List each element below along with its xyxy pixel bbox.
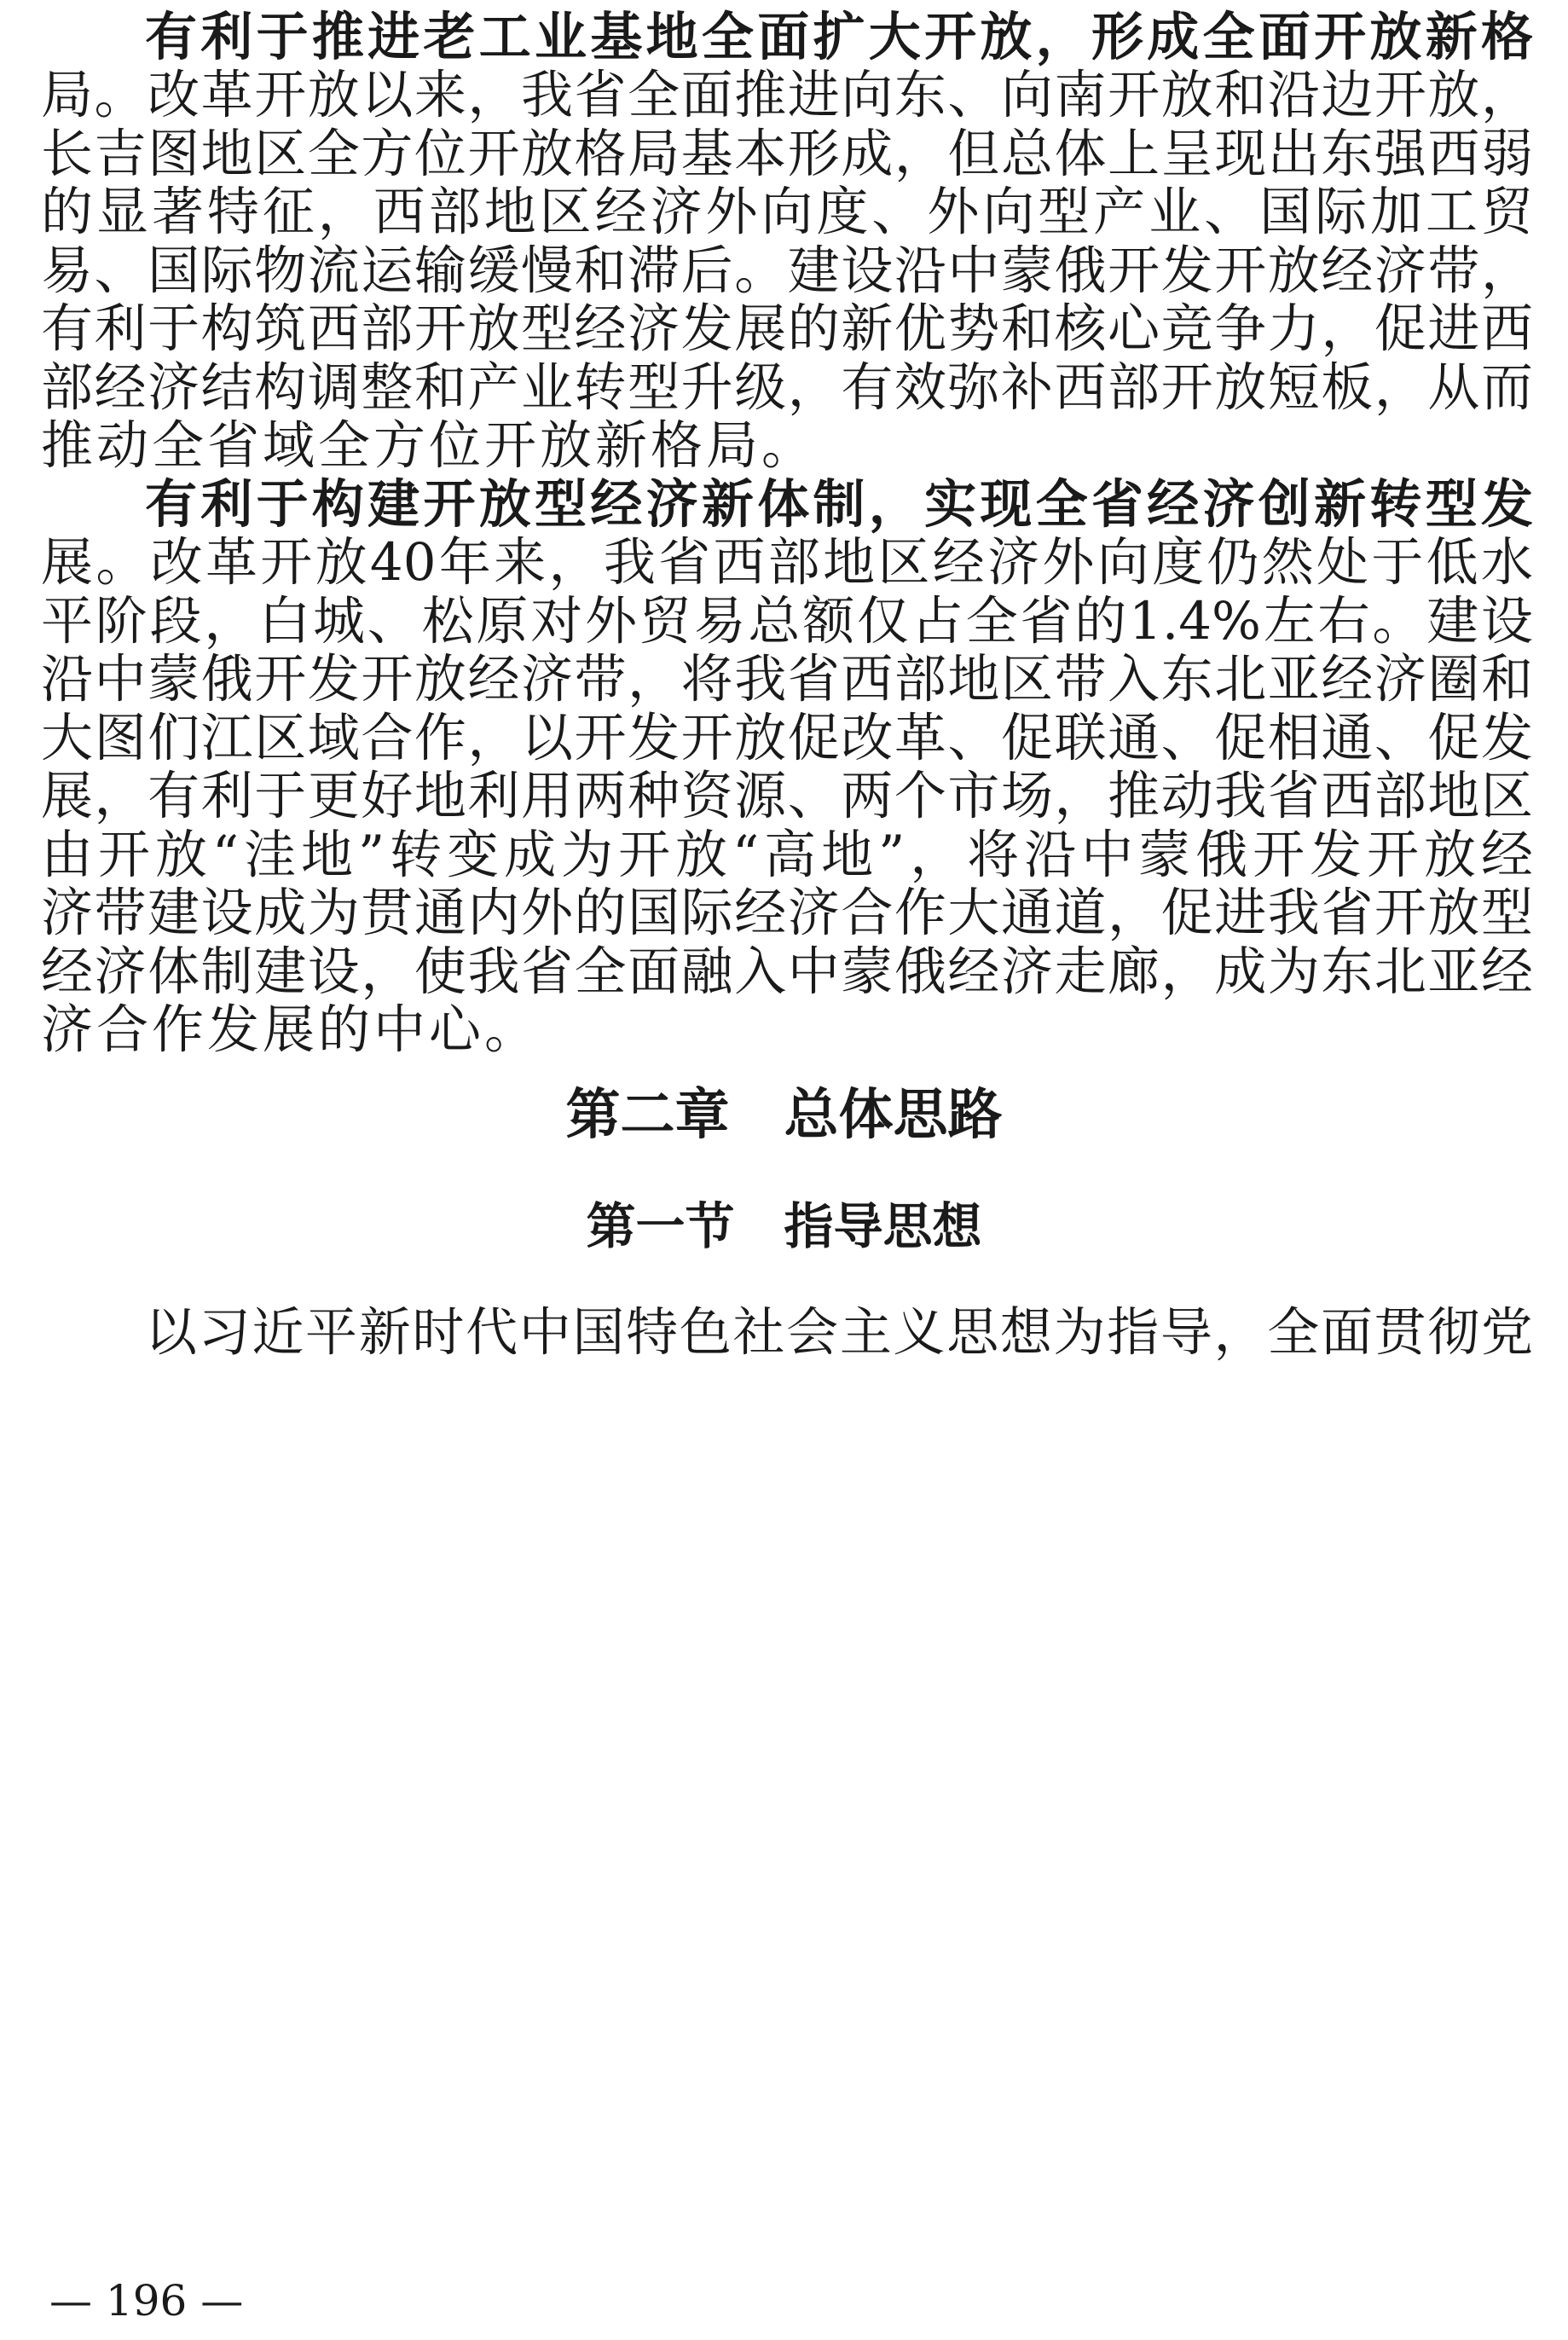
- chapter-heading: 第二章 总体思路: [565, 1084, 1003, 1147]
- paragraph-2-line: 展。改革开放40年来，我省西部地区经济外向度仍然处于低水: [41, 532, 1533, 593]
- paragraph-2-line: 大图们江区域合作，以开发开放促改革、促联通、促相通、促发: [41, 708, 1533, 768]
- paragraph-1-line: 部经济结构调整和产业转型升级，有效弥补西部开放短板，从而: [41, 357, 1533, 418]
- paragraph-3-line: 以习近平新时代中国特色社会主义思想为指导，全面贯彻党: [145, 1302, 1533, 1363]
- paragraph-2-line: 平阶段，白城、松原对外贸易总额仅占全省的1.4%左右。建设: [41, 591, 1533, 652]
- paragraph-1-line: 长吉图地区全方位开放格局基本形成，但总体上呈现出东强西弱: [41, 124, 1533, 184]
- section-heading: 第一节 指导思想: [586, 1197, 982, 1255]
- paragraph-2-lead: 有利于构建开放型经济新体制，实现全省经济创新转型发: [145, 474, 1533, 535]
- paragraph-2-line: 经济体制建设，使我省全面融入中蒙俄经济走廊，成为东北亚经: [41, 941, 1533, 1002]
- paragraph-2-line: 济带建设成为贯通内外的国际经济合作大通道，促进我省开放型: [41, 883, 1533, 943]
- paragraph-2-line: 展，有利于更好地利用两种资源、两个市场，推动我省西部地区: [41, 766, 1533, 826]
- paragraph-1-lead: 有利于推进老工业基地全面扩大开放，形成全面开放新格: [145, 7, 1533, 67]
- paragraph-1-line: 局。改革开放以来，我省全面推进向东、向南开放和沿边开放，: [41, 65, 1533, 125]
- paragraph-2-line: 济合作发展的中心。: [41, 999, 541, 1060]
- paragraph-1-line: 易、国际物流运输缓慢和滞后。建设沿中蒙俄开发开放经济带，: [41, 240, 1533, 301]
- page-number: — 196 —: [49, 2276, 244, 2326]
- paragraph-2-line: 沿中蒙俄开发开放经济带，将我省西部地区带入东北亚经济圈和: [41, 649, 1533, 710]
- paragraph-1-line: 的显著特征，西部地区经济外向度、外向型产业、国际加工贸: [41, 182, 1533, 242]
- paragraph-2-line: 由开放“洼地”转变成为开放“高地”，将沿中蒙俄开发开放经: [41, 825, 1533, 885]
- paragraph-1-line: 有利于构筑西部开放型经济发展的新优势和核心竞争力，促进西: [41, 298, 1533, 359]
- paragraph-1-line: 推动全省域全方位开放新格局。: [41, 415, 818, 476]
